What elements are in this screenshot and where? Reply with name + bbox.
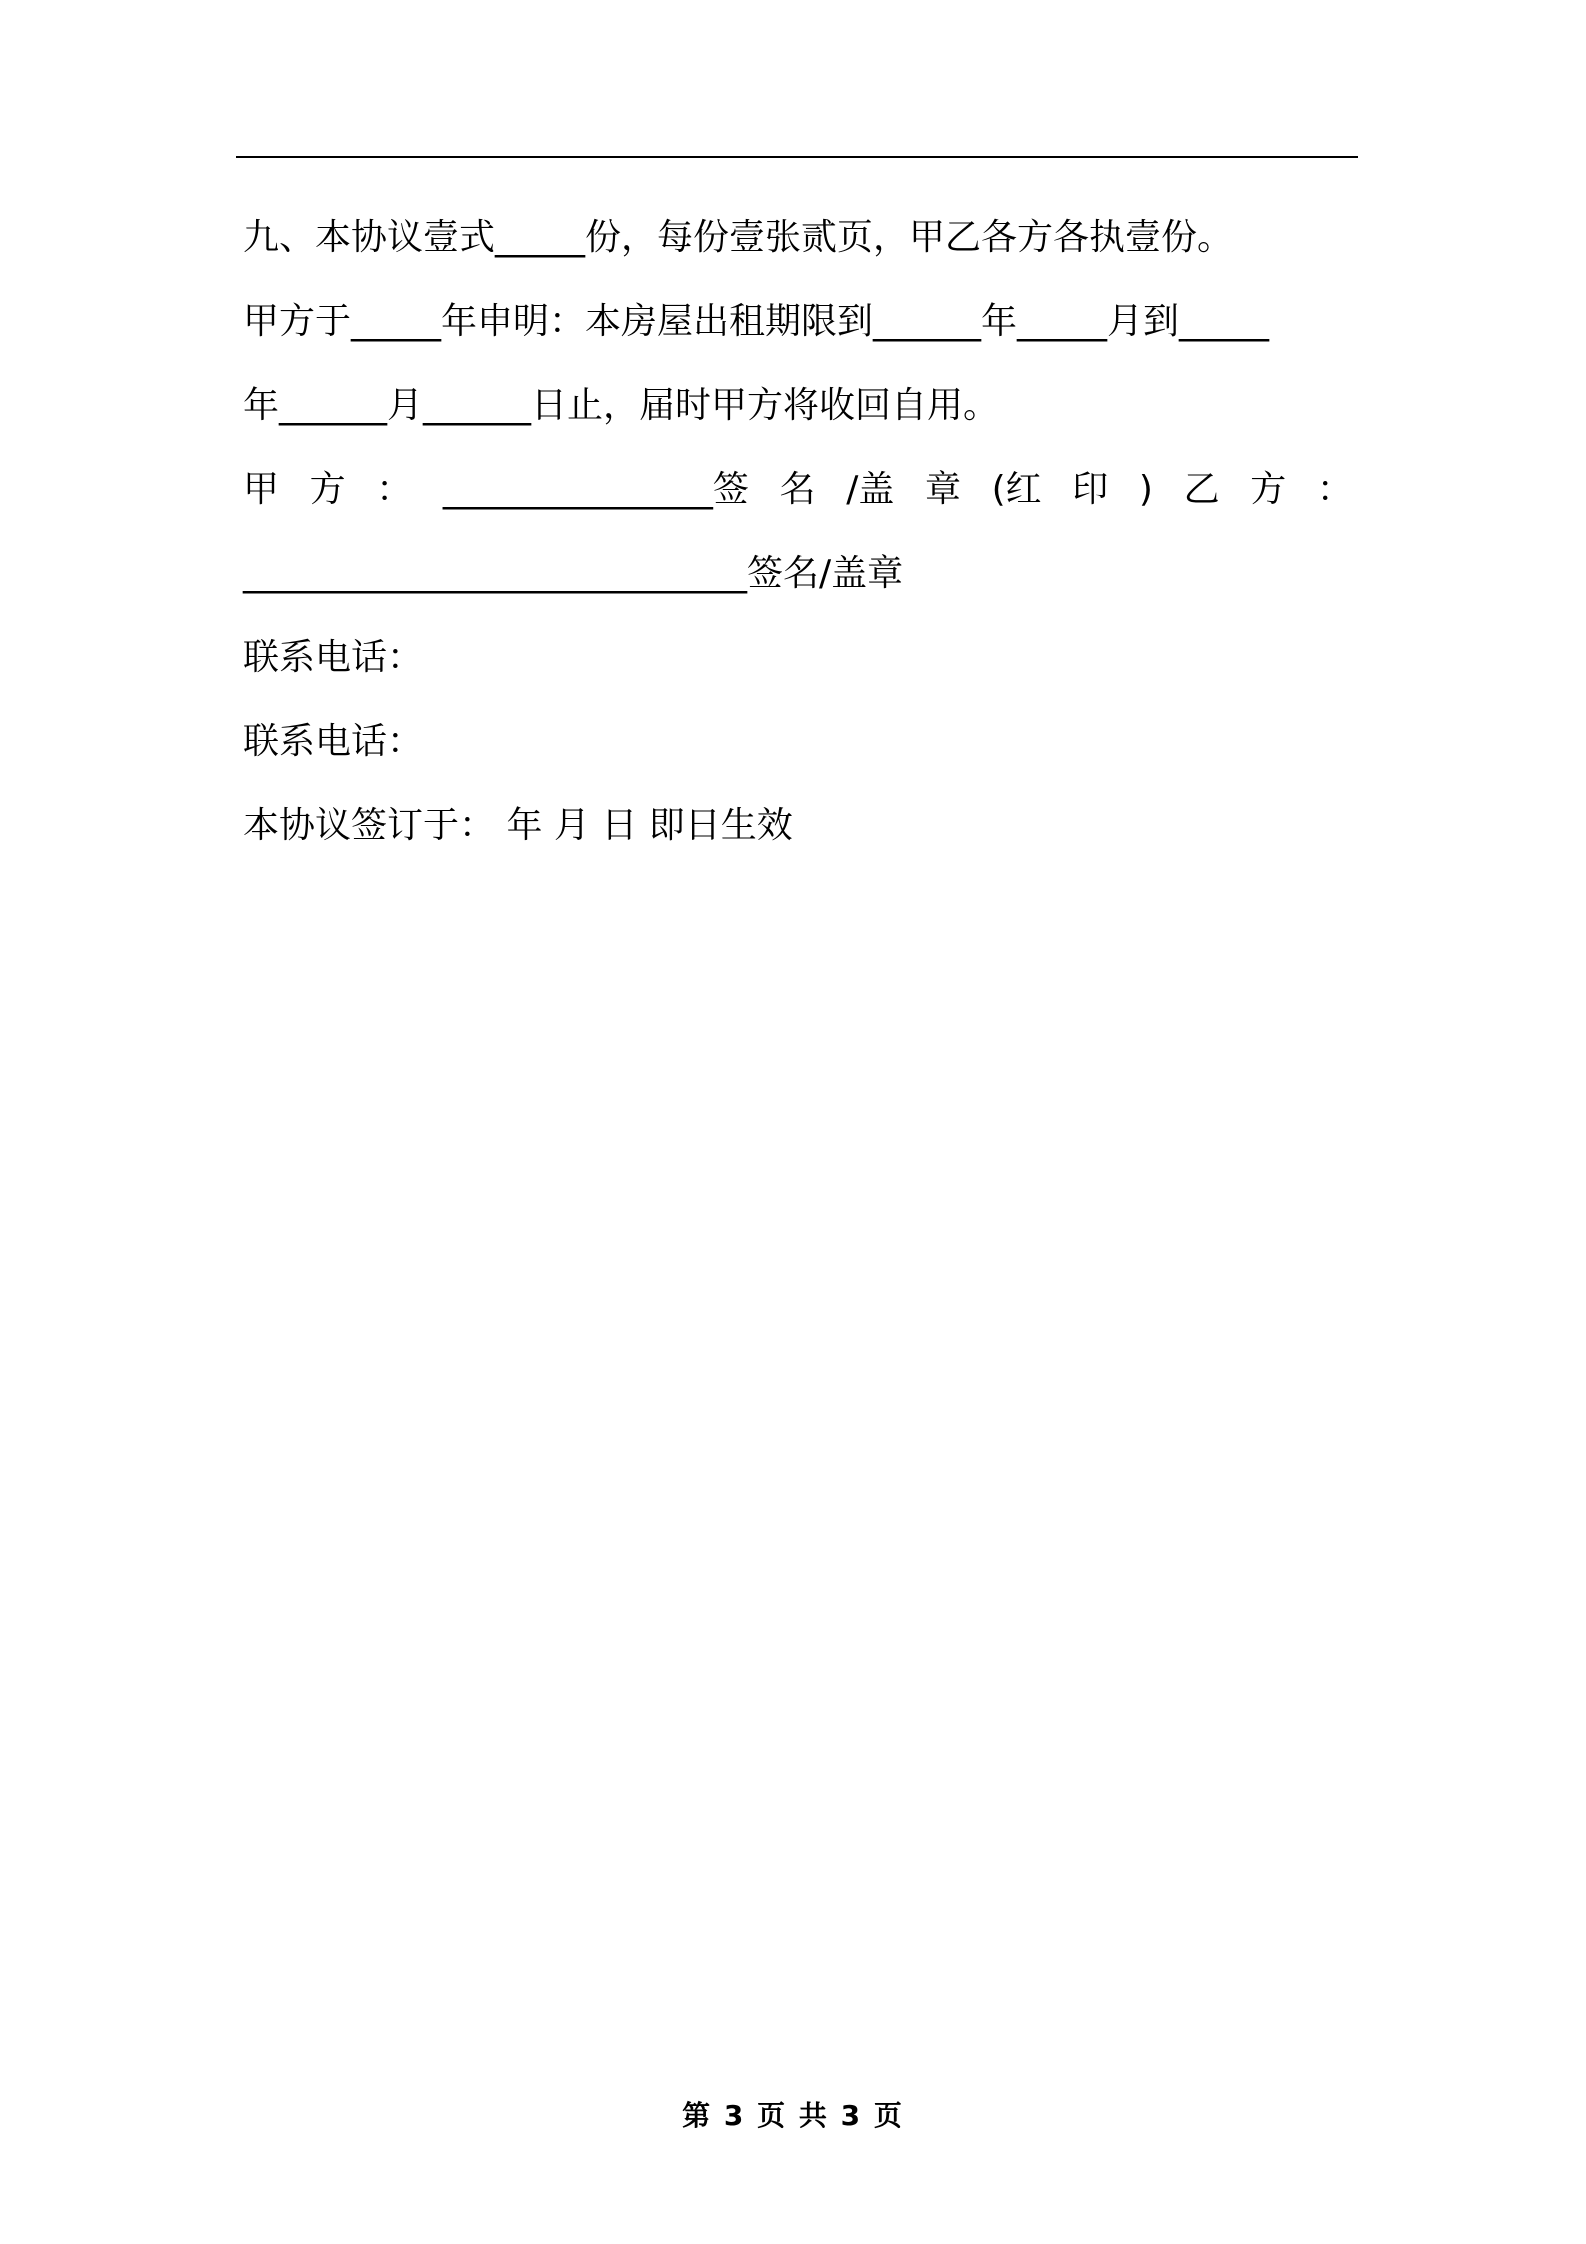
- clause-nine: 九、本协议壹式_____份，每份壹张贰页，甲乙各方各执壹份。: [243, 217, 1234, 258]
- sig-token: ：: [376, 469, 413, 510]
- document-body: [243, 196, 1353, 868]
- sig-token: 方: [1250, 469, 1287, 510]
- sig-token: 章: [924, 469, 961, 510]
- party-b-phone: 联系电话：: [243, 721, 424, 762]
- party-b-signature-blank: ____________________________签名/盖章: [243, 553, 904, 594]
- sig-token: 名: [779, 469, 816, 510]
- sig-token: 印: [1072, 469, 1109, 510]
- party-signature-line: [243, 448, 1353, 532]
- party-a-phone: 联系电话：: [243, 637, 424, 678]
- sig-token: _______________签: [442, 469, 749, 510]
- sig-token: 甲: [243, 469, 280, 510]
- sig-token: 乙: [1183, 469, 1220, 510]
- lease-term-end: 年______月______日止，届时甲方将收回自用。: [243, 385, 1000, 426]
- sig-token: ：: [1316, 469, 1353, 510]
- sig-token: (红: [991, 469, 1042, 510]
- sig-token: 方: [309, 469, 346, 510]
- lease-term-statement: 甲方于_____年申明：本房屋出租期限到______年_____月到_____: [243, 301, 1270, 342]
- signing-date: 本协议签订于： 年 月 日 即日生效: [243, 805, 793, 846]
- sig-token: ): [1138, 469, 1153, 510]
- sig-token: /盖: [846, 469, 895, 510]
- page-number: 第 3 页 共 3 页: [682, 2099, 904, 2132]
- header-rule: [236, 156, 1358, 158]
